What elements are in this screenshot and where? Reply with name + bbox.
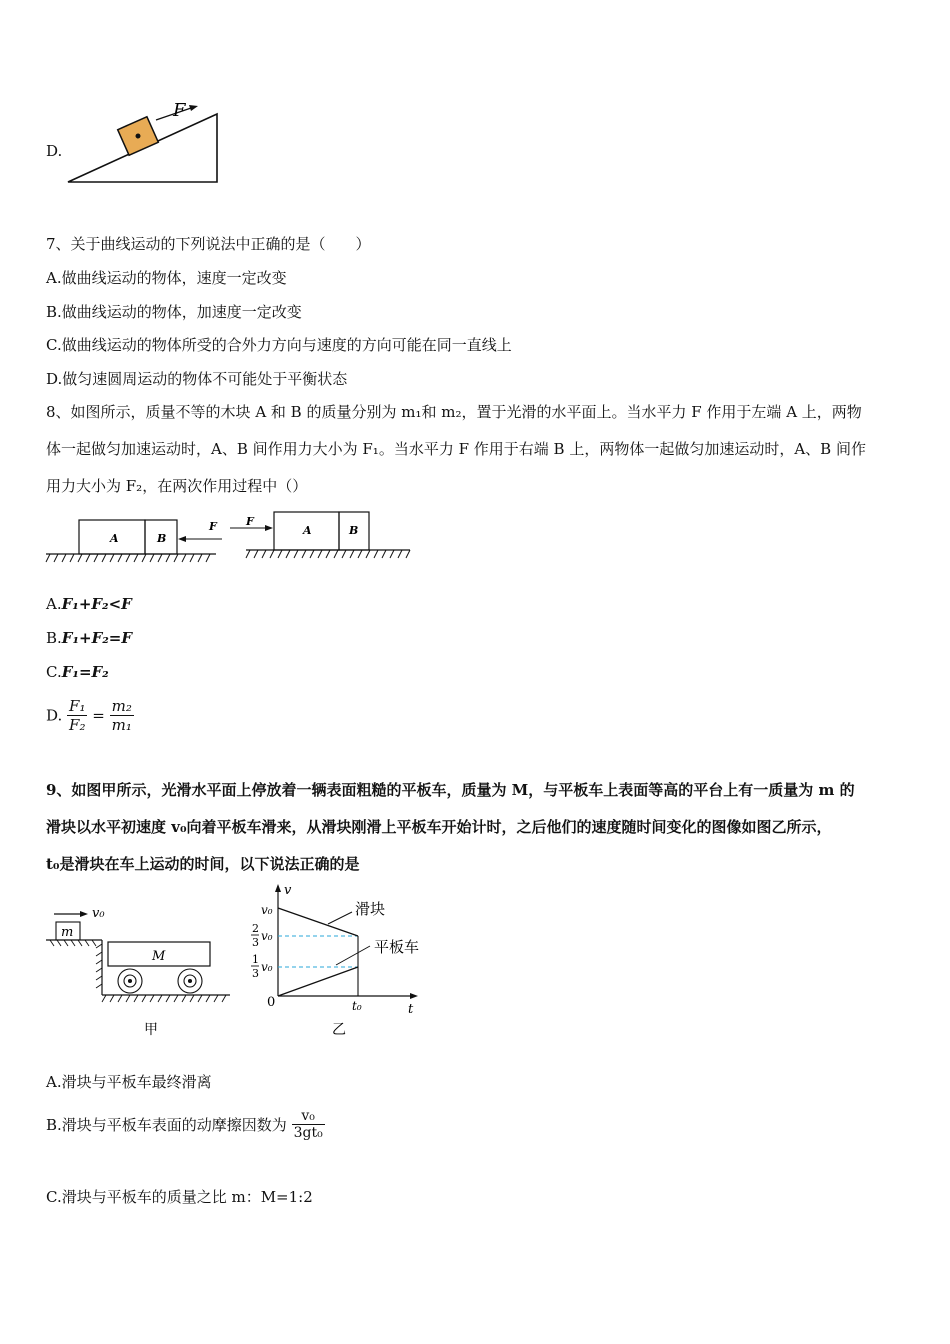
fraction-f1-f2: $\frac{\text{F₁}}{\text{F₂}}$	[69, 697, 86, 734]
svg-text:v: v	[284, 883, 292, 898]
q6-option-d-label: D.	[46, 142, 63, 160]
svg-text:v₀: v₀	[261, 929, 273, 943]
slider-line	[278, 908, 358, 936]
svg-text:0: 0	[267, 995, 276, 1010]
svg-text:3: 3	[252, 936, 259, 949]
q9-option-b: B.滑块与平板车表面的动摩擦因数为 $\frac{\text{v₀}}{\text{3gt₀}}$	[46, 1108, 323, 1141]
svg-text:2: 2	[252, 922, 259, 935]
svg-text:v₀: v₀	[261, 903, 273, 917]
svg-text:v₀: v₀	[261, 960, 273, 974]
force-label: F	[173, 100, 186, 121]
velocity-time-graph	[244, 880, 434, 1045]
q9-option-a: A.滑块与平板车最终滑离	[46, 1073, 212, 1091]
svg-text:3: 3	[252, 967, 259, 980]
svg-text:1: 1	[252, 953, 259, 966]
q7-option-d: D.做匀速圆周运动的物体不可能处于平衡状态	[46, 370, 348, 388]
q7-stem: 7、关于曲线运动的下列说法中正确的是（ ）	[46, 235, 371, 253]
svg-text:滑块: 滑块	[355, 900, 386, 918]
caption-jia: 甲	[144, 1022, 158, 1038]
fraction-m2-m1: $\frac{\text{m₂}}{\text{m₁}}$	[111, 697, 132, 734]
friction-fraction: $\frac{\text{v₀}}{\text{3gt₀}}$	[293, 1108, 323, 1141]
svg-text:t: t	[408, 1002, 414, 1017]
q8-stem-line3: 用力大小为 F₂，在两次作用过程中（）	[46, 477, 308, 495]
svg-text:M: M	[152, 949, 166, 964]
svg-text:B: B	[157, 532, 167, 545]
q9-option-c: C.滑块与平板车的质量之比 m：M=1:2	[46, 1188, 313, 1206]
caption-yi: 乙	[332, 1022, 346, 1038]
q8-option-b: B.F₁+F₂=F	[46, 629, 133, 647]
q8-option-c: C.F₁=F₂	[46, 663, 109, 681]
incline-diagram	[60, 98, 230, 190]
q9-stem-line1: 9、如图甲所示，光滑水平面上停放着一辆表面粗糙的平板车，质量为 M，与平板车上表面等高的平台上有一质量为 m 的	[46, 781, 855, 799]
q8-option-a: A.F₁+F₂<F	[46, 595, 132, 613]
svg-text:m: m	[61, 925, 74, 940]
svg-text:A: A	[110, 532, 119, 545]
svg-text:A: A	[303, 524, 312, 537]
svg-text:F: F	[209, 520, 217, 533]
q8-stem-line2: 体一起做匀加速运动时，A、B 间作用力大小为 F₁。当水平力 F 作用于右端 B 上，两物体一起做匀加速运动时，A、B 间作	[46, 440, 866, 458]
incline-block	[118, 117, 159, 156]
q8-stem-line1: 8、如图所示，质量不等的木块 A 和 B 的质量分别为 m₁和 m₂，置于光滑的水平面上。当水平力 F 作用于左端 A 上，两物	[46, 403, 862, 421]
svg-text:v₀: v₀	[92, 906, 105, 921]
cart-line	[278, 967, 358, 996]
svg-text:平板车: 平板车	[374, 938, 420, 956]
cart-wheels	[118, 969, 202, 993]
q9-stem-line2: 滑块以水平初速度 v₀向着平板车滑来，从滑块刚滑上平板车开始计时，之后他们的速度随时间变化的图像如图乙所示，	[46, 818, 832, 836]
blocks-diagram	[44, 508, 414, 566]
q7-option-b: B.做曲线运动的物体，加速度一定改变	[46, 303, 302, 321]
q8-option-d: D. $\frac{\text{F₁}}{\text{F₂}}$ = $\frac{\text{m₂}}{\text{m₁}}$	[46, 697, 132, 734]
q9-stem-line3: t₀是滑块在车上运动的时间，以下说法正确的是	[46, 855, 360, 873]
svg-text:t₀: t₀	[352, 999, 362, 1013]
svg-text:B: B	[349, 524, 359, 537]
cart-diagram	[44, 898, 234, 1043]
q7-option-c: C.做曲线运动的物体所受的合外力方向与速度的方向可能在同一直线上	[46, 336, 512, 354]
svg-text:F: F	[246, 515, 254, 528]
q7-option-a: A.做曲线运动的物体，速度一定改变	[46, 269, 287, 287]
